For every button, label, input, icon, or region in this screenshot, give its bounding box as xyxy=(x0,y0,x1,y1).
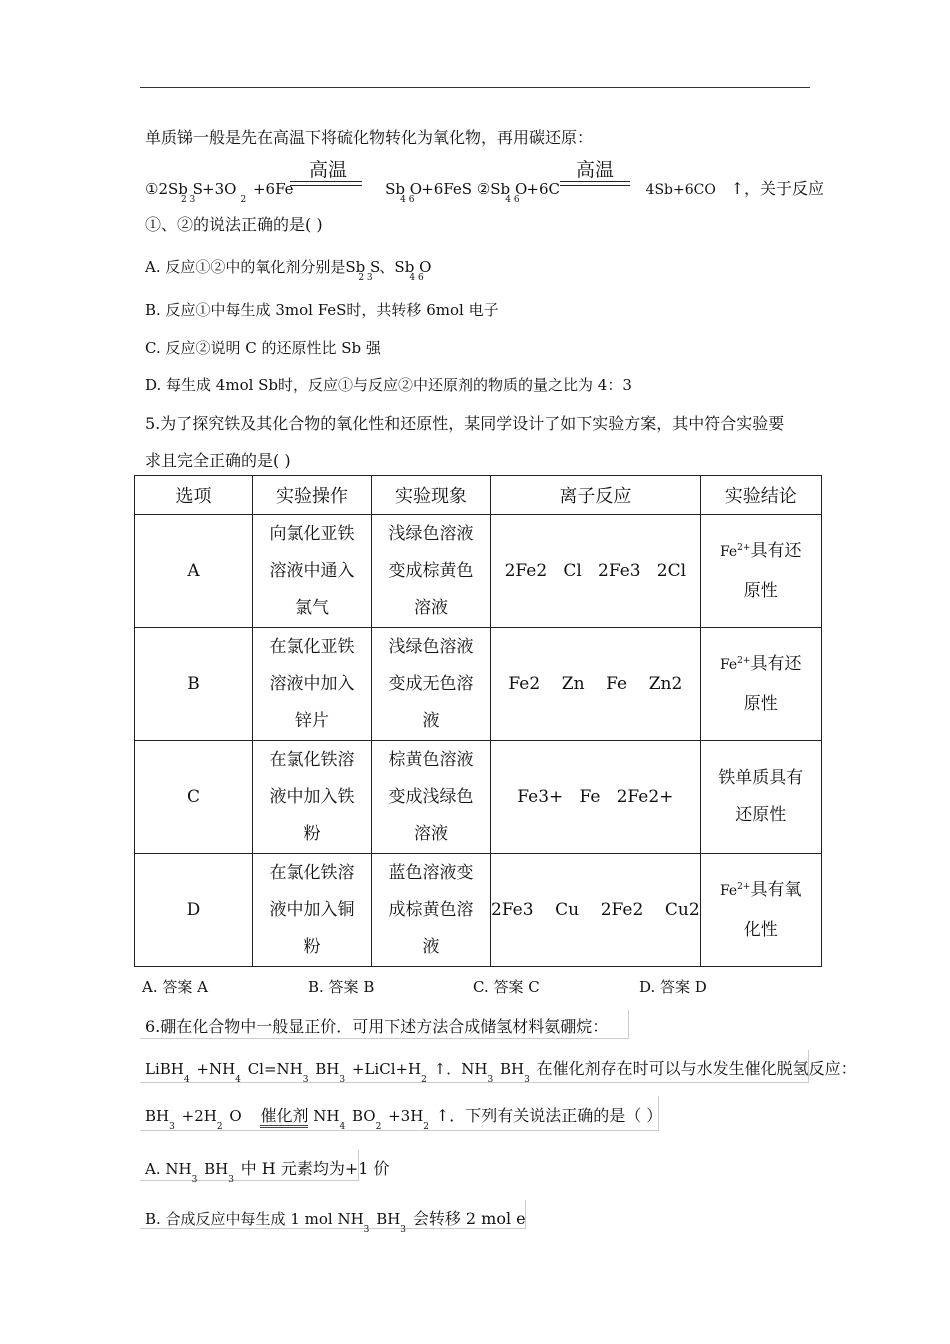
cell-line: 粉 xyxy=(303,936,321,957)
eq-part: O xyxy=(419,258,432,276)
conclusion-line: 还原性 xyxy=(735,805,787,825)
cell-line: 向氯化亚铁 xyxy=(269,523,355,544)
subscript: 2 xyxy=(375,1122,382,1132)
subscript: 4 6 xyxy=(400,195,415,205)
subscript: 4 xyxy=(339,1122,346,1132)
header-rule xyxy=(140,87,810,88)
cell-line: 在氯化铁溶 xyxy=(269,862,355,883)
subscript: 3 xyxy=(487,1075,494,1085)
row-operation xyxy=(253,741,372,854)
eq-part: BH xyxy=(145,1107,170,1125)
cell-line: 溶液中通入 xyxy=(269,560,355,581)
cell-line: 液中加入铜 xyxy=(269,899,355,920)
q4-option-c: C. 反应②说明 C 的还原性比 Sb 强 xyxy=(145,339,381,357)
q4-stem-end: ①、②的说法正确的是( ) xyxy=(145,215,323,234)
cell-line: 浅绿色溶液 xyxy=(388,636,474,657)
cell-line: 粉 xyxy=(303,823,321,844)
eq-part: O xyxy=(409,180,423,198)
eq-part: Cl=NH xyxy=(247,1060,303,1078)
conclusion-part: Fe xyxy=(719,656,738,673)
subscript: 3 xyxy=(363,1225,370,1235)
superscript: 2+ xyxy=(737,655,751,666)
q6-option-a xyxy=(145,1156,390,1185)
table-row xyxy=(135,628,822,741)
cell-line: 在氯化铁溶 xyxy=(269,749,355,770)
eq-part: S xyxy=(192,180,203,198)
cell-line: 溶液中加入 xyxy=(269,673,355,694)
eq-part: O xyxy=(514,180,528,198)
answer-option-b: B. 答案 B xyxy=(308,978,375,996)
cell-line: 锌片 xyxy=(295,710,329,731)
cell-line: 在氯化亚铁 xyxy=(269,636,355,657)
header-ionic-reaction: 离子反应 xyxy=(491,476,701,515)
row-option: C xyxy=(135,741,253,854)
row-ionic-reaction xyxy=(491,628,701,741)
eq-part: NH xyxy=(313,1107,340,1125)
eq-part: +NH xyxy=(196,1060,236,1078)
conclusion-line: 原性 xyxy=(743,580,778,601)
header-option: 选项 xyxy=(135,476,253,515)
q4-option-b: B. 反应①中每生成 3mol FeS时，共转移 6mol 电子 xyxy=(145,301,499,319)
eq-part: +3O xyxy=(202,180,237,198)
experiment-table xyxy=(134,475,822,967)
conclusion-part: Fe xyxy=(719,882,738,899)
subscript: 3 xyxy=(169,1122,175,1132)
cell-line: 棕黄色溶液 xyxy=(388,749,474,770)
header-phenomenon: 实验现象 xyxy=(372,476,491,515)
eq-part: BH xyxy=(499,1060,525,1078)
row-option: D xyxy=(135,854,253,967)
row-phenomenon xyxy=(372,515,491,628)
subscript: 4 xyxy=(235,1075,241,1085)
eq-part: S xyxy=(370,258,381,276)
cell-line: 溶液 xyxy=(414,597,448,618)
subscript: 2 3 xyxy=(358,273,373,283)
eq-part: +6Fe xyxy=(252,180,294,198)
q5-stem-line1: 5.为了探究铁及其化合物的氧化性和还原性，某同学设计了如下实验方案，其中符合实验要 xyxy=(145,414,785,433)
row-option: A xyxy=(135,515,253,628)
subscript: 4 6 xyxy=(505,195,520,205)
row-ionic-reaction xyxy=(491,515,701,628)
eq-part: ①2Sb xyxy=(145,180,188,198)
subscript: 3 xyxy=(339,1075,346,1085)
cell-line: 溶液 xyxy=(414,823,448,844)
option-text: BH xyxy=(376,1210,401,1228)
q4-option-d: D. 每生成 4mol Sb时，反应①与反应②中还原剂的物质的量之比为 4：3 xyxy=(145,376,632,394)
row-phenomenon xyxy=(372,741,491,854)
cell-line: 液中加入铁 xyxy=(269,786,355,807)
option-text: BH xyxy=(204,1160,229,1178)
subscript: 3 xyxy=(191,1175,198,1185)
cell-line: 氯气 xyxy=(295,597,329,618)
cell-line: 变成无色溶 xyxy=(388,673,474,694)
subscript: 4 xyxy=(183,1075,190,1085)
ionic-equation: Fe2 Zn Fe Zn2 xyxy=(508,673,683,694)
conclusion-part: Fe xyxy=(719,543,738,560)
eq-part: +6FeS ②Sb xyxy=(421,180,511,198)
superscript: 2+ xyxy=(737,881,751,892)
row-conclusion xyxy=(700,515,821,628)
option-text: B. 合成反应中每生成 1 mol NH xyxy=(145,1210,364,1228)
eq-part: +LiCl+H xyxy=(351,1060,422,1078)
eq-part: LiBH xyxy=(145,1060,184,1078)
ionic-equation: Fe3+ Fe 2Fe2+ xyxy=(517,786,674,807)
subscript: 3 xyxy=(400,1225,407,1235)
row-phenomenon xyxy=(372,628,491,741)
subscript: 3 xyxy=(302,1075,309,1085)
row-ionic-reaction xyxy=(491,741,701,854)
cell-line: 成棕黄色溶 xyxy=(388,899,474,920)
eq-part: BO xyxy=(351,1107,376,1125)
conclusion-part: 具有还 xyxy=(750,540,802,561)
catalyst-arrow-label: 催化剂 xyxy=(260,1106,308,1128)
answer-option-d: D. 答案 D xyxy=(639,978,707,996)
cell-line: 浅绿色溶液 xyxy=(388,523,474,544)
eq-part: +3H xyxy=(388,1107,424,1125)
reaction-condition-2: 高温 xyxy=(576,159,615,181)
subscript: 2 3 xyxy=(180,195,196,205)
row-option: B xyxy=(135,628,253,741)
row-conclusion xyxy=(700,854,821,967)
q6-line2 xyxy=(145,1056,857,1085)
conclusion-line: 铁单质具有 xyxy=(718,768,804,788)
q4-intro: 单质锑一般是先在高温下将硫化物转化为氧化物，再用碳还原： xyxy=(145,128,594,147)
ionic-equation: 2Fe2 Cl 2Fe3 2Cl xyxy=(504,560,687,581)
subscript: 2 xyxy=(423,1122,430,1132)
header-conclusion: 实验结论 xyxy=(700,476,821,515)
row-conclusion xyxy=(700,628,821,741)
conclusion-line: 化性 xyxy=(743,919,778,940)
ionic-equation: 2Fe3 Cu 2Fe2 Cu2 xyxy=(491,899,700,920)
cell-line: 变成浅绿色 xyxy=(388,786,474,807)
eq-part: 在催化剂存在时可以与水发生催化脱氢反应： xyxy=(536,1059,857,1078)
q6-line3 xyxy=(145,1103,663,1132)
eq-part: 4Sb+6CO xyxy=(645,182,716,198)
eq-part: +2H xyxy=(181,1107,217,1125)
table-row xyxy=(135,854,822,967)
superscript: 2+ xyxy=(737,542,751,553)
subscript: 2 xyxy=(421,1075,427,1085)
eq-part: ↑．NH xyxy=(433,1060,488,1078)
option-text: 会转移 2 mol e xyxy=(412,1209,526,1228)
row-operation xyxy=(253,628,372,741)
conclusion-part: 具有还 xyxy=(750,653,802,674)
header-operation: 实验操作 xyxy=(253,476,372,515)
subscript: 4 6 xyxy=(409,273,424,283)
q6-option-b xyxy=(145,1206,526,1235)
cell-line: 蓝色溶液变 xyxy=(388,862,474,883)
conclusion-line: 原性 xyxy=(743,693,778,714)
cell-line: 变成棕黄色 xyxy=(388,560,474,581)
eq-part: ↑．下列有关说法正确的是（ ） xyxy=(435,1106,663,1125)
answer-option-c: C. 答案 C xyxy=(473,978,540,996)
subscript: 3 xyxy=(524,1075,530,1085)
option-text: 、Sb xyxy=(379,258,415,276)
subscript: 2 xyxy=(216,1122,223,1132)
option-text: 中 H 元素均为+1 价 xyxy=(240,1159,390,1178)
q4-option-a xyxy=(145,256,432,283)
conclusion-part: 具有氧 xyxy=(750,879,802,900)
option-text: A. 反应①②中的氧化剂分别是Sb xyxy=(145,258,366,276)
q4-equation-line xyxy=(145,176,825,205)
q6-stem: 6.硼在化合物中一般显正价．可用下述方法合成储氢材料氨硼烷： xyxy=(145,1017,609,1036)
row-phenomenon xyxy=(372,854,491,967)
q5-stem-line2: 求且完全正确的是( ) xyxy=(145,451,291,470)
cell-line: 液 xyxy=(422,710,440,731)
eq-part: O xyxy=(229,1107,242,1125)
row-conclusion xyxy=(700,741,821,854)
eq-part: BH xyxy=(315,1060,340,1078)
reaction-condition-1: 高温 xyxy=(309,159,348,181)
cell-line: 液 xyxy=(422,936,440,957)
row-ionic-reaction xyxy=(491,854,701,967)
row-operation xyxy=(253,515,372,628)
eq-part: Sb xyxy=(385,180,406,198)
table-row xyxy=(135,741,822,854)
table-header-row xyxy=(135,476,822,515)
answer-option-a: A. 答案 A xyxy=(142,978,208,996)
row-operation xyxy=(253,854,372,967)
table-row xyxy=(135,515,822,628)
subscript: 3 xyxy=(228,1175,234,1185)
subscript: 2 xyxy=(240,195,247,205)
eq-part: +6C xyxy=(526,180,560,198)
eq-part: ↑，关于反应 xyxy=(730,179,825,198)
option-text: A. NH xyxy=(145,1160,192,1178)
